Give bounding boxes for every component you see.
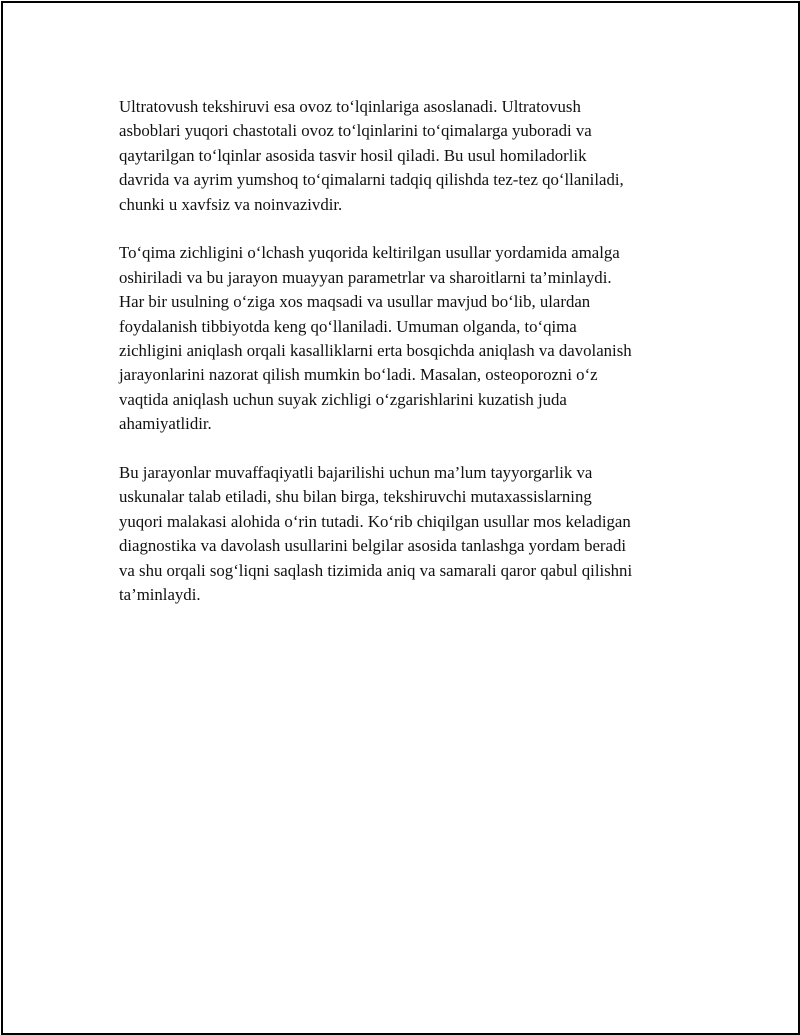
text-line: diagnostika va davolash usullarini belgilar asosida tanlashga yordam beradi [119,536,627,556]
paragraph-density-measurement [119,241,693,436]
text-line: ahamiyatlidir. [119,414,212,434]
text-line: yuqori malakasi alohida o‘rin tutadi. Ko‘rib chiqilgan usullar mos keladigan [119,511,631,531]
text-line: Har bir usulning o‘ziga xos maqsadi va usullar mavjud bo‘lib, ulardan [119,292,591,312]
text-line: uskunalar talab etiladi, shu bilan birga, tekshiruvchi mutaxassislarning [119,487,592,507]
text-line: Bu jarayonlar muvaffaqiyatli bajarilishi uchun ma’lum tayyorgarlik va [119,463,593,483]
text-line: foydalanish tibbiyotda keng qo‘llaniladi. Umuman olganda, to‘qima [119,316,577,336]
text-line: qaytarilgan to‘lqinlar asosida tasvir hosil qiladi. Bu usul homiladorlik [119,145,587,165]
text-line: davrida va ayrim yumshoq to‘qimalarni tadqiq qilishda tez-tez qo‘llaniladi, [119,170,624,190]
text-line: va shu orqali sog‘liqni saqlash tizimida aniq va samarali qaror qabul qilishni [119,560,633,580]
document-page [1,1,800,1035]
text-line: To‘qima zichligini o‘lchash yuqorida keltirilgan usullar yordamida amalga [119,243,620,263]
text-line: oshiriladi va bu jarayon muayyan parametrlar va sharoitlarni ta’minlaydi. [119,267,612,287]
text-line: chunki u xavfsiz va noinvazivdir. [119,194,343,214]
text-line: ta’minlaydi. [119,585,201,605]
text-line: Ultratovush tekshiruvi esa ovoz to‘lqinlariga asoslanadi. Ultratovush [119,97,581,116]
text-line: asboblari yuqori chastotali ovoz to‘lqinlarini to‘qimalarga yuboradi va [119,121,592,141]
text-line: zichligini aniqlash orqali kasalliklarni erta bosqichda aniqlash va davolanish [119,341,632,361]
text-line: vaqtida aniqlash uchun suyak zichligi o‘zgarishlarini kuzatish juda [119,389,567,409]
paragraph-ultrasound [119,95,693,217]
text-line: jarayonlarini nazorat qilish mumkin bo‘ladi. Masalan, osteoporozni o‘z [119,365,598,385]
document-body [119,95,693,632]
paragraph-conclusion [119,461,693,607]
